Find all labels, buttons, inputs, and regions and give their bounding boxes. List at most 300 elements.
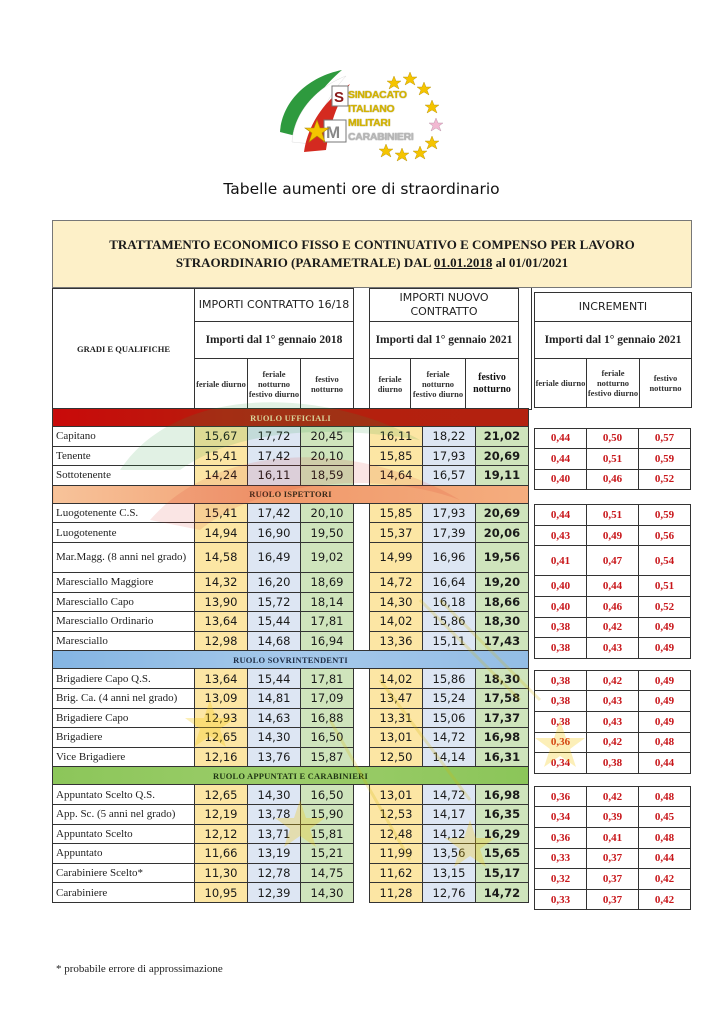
increment-row	[535, 848, 691, 869]
new-value-1: 14,99	[370, 542, 423, 572]
increment-row	[535, 786, 691, 807]
column-gap	[354, 688, 370, 708]
old-value-2: 14,68	[248, 631, 301, 651]
increment-value-2: 0,37	[587, 889, 639, 910]
new-value-1: 15,37	[370, 523, 423, 543]
new-value-1: 13,47	[370, 688, 423, 708]
old-value-3: 16,50	[301, 785, 354, 805]
column-gap	[354, 669, 370, 689]
old-value-2: 15,44	[248, 612, 301, 632]
svg-text:M: M	[326, 123, 341, 142]
new-value-2: 14,72	[423, 785, 476, 805]
old-value-3: 19,50	[301, 523, 354, 543]
old-col-feriale-notturno: feriale notturno festivo diurno	[247, 358, 301, 410]
new-value-2: 16,18	[423, 592, 476, 612]
table-row	[53, 708, 529, 728]
banner-line-2-prefix: STRAORDINARIO (PARAMETRALE) DAL	[175, 255, 434, 270]
column-gap	[354, 503, 370, 523]
increment-row	[535, 670, 691, 691]
new-value-1: 12,53	[370, 804, 423, 824]
old-value-1: 13,64	[195, 669, 248, 689]
old-value-2: 17,42	[248, 503, 301, 523]
increment-value-3: 0,52	[639, 469, 691, 490]
overtime-rates-table	[52, 408, 529, 903]
increment-row	[535, 469, 691, 490]
increment-value-1: 0,36	[535, 786, 587, 807]
old-value-3: 15,21	[301, 844, 354, 864]
increment-value-2: 0,49	[587, 525, 639, 546]
new-value-3: 18,30	[476, 669, 529, 689]
old-col-festivo-notturno: festivo notturno	[300, 358, 354, 410]
increment-value-1: 0,34	[535, 807, 587, 828]
new-value-3: 14,72	[476, 883, 529, 903]
increment-value-3: 0,49	[639, 638, 691, 659]
increment-value-3: 0,42	[639, 889, 691, 910]
increment-value-3: 0,49	[639, 712, 691, 733]
new-value-3: 16,29	[476, 824, 529, 844]
new-value-3: 18,66	[476, 592, 529, 612]
increment-value-1: 0,33	[535, 848, 587, 869]
new-value-2: 17,93	[423, 446, 476, 466]
increment-row	[535, 525, 691, 546]
increment-value-1: 0,43	[535, 525, 587, 546]
increment-value-2: 0,41	[587, 828, 639, 849]
new-contract-title: IMPORTI NUOVO CONTRATTO	[369, 288, 519, 322]
increment-value-1: 0,38	[535, 712, 587, 733]
new-value-3: 19,56	[476, 542, 529, 572]
old-col-feriale-diurno: feriale diurno	[194, 358, 248, 410]
old-value-3: 15,90	[301, 804, 354, 824]
old-value-2: 13,78	[248, 804, 301, 824]
table-row	[53, 785, 529, 805]
section-header-row	[53, 767, 529, 785]
footnote: * probabile errore di approssimazione	[56, 963, 223, 975]
table-row	[53, 592, 529, 612]
table-row	[53, 804, 529, 824]
table-row	[53, 631, 529, 651]
new-value-1: 11,28	[370, 883, 423, 903]
section-header-row	[53, 651, 529, 669]
grade-name: Capitano	[53, 427, 195, 447]
new-value-1: 14,72	[370, 572, 423, 592]
new-value-2: 16,57	[423, 466, 476, 486]
grade-name: Brigadiere Capo Q.S.	[53, 669, 195, 689]
old-value-2: 14,63	[248, 708, 301, 728]
svg-text:S: S	[334, 89, 345, 106]
old-value-3: 14,30	[301, 883, 354, 903]
banner-line-1: TRATTAMENTO ECONOMICO FISSO E CONTINUATIVO E COMPENSO PER LAVORO	[109, 237, 635, 252]
table-row	[53, 844, 529, 864]
old-value-2: 14,30	[248, 728, 301, 748]
increment-row	[535, 546, 691, 576]
new-value-2: 15,86	[423, 612, 476, 632]
increment-row	[535, 807, 691, 828]
grade-name: Luogotenente	[53, 523, 195, 543]
logo-line-2: ITALIANO	[348, 103, 395, 115]
old-value-3: 18,69	[301, 572, 354, 592]
increment-value-2: 0,43	[587, 638, 639, 659]
new-value-1: 13,01	[370, 728, 423, 748]
new-value-2: 16,96	[423, 542, 476, 572]
banner-date-underlined: 01.01.2018	[433, 255, 493, 270]
grade-name: Vice Brigadiere	[53, 747, 195, 767]
new-value-1: 14,02	[370, 612, 423, 632]
old-contract-subtitle: Importi dal 1° gennaio 2018	[194, 321, 354, 359]
old-value-3: 17,81	[301, 612, 354, 632]
old-value-3: 17,09	[301, 688, 354, 708]
increment-value-1: 0,34	[535, 753, 587, 774]
increment-value-1: 0,44	[535, 449, 587, 470]
increment-value-1: 0,38	[535, 691, 587, 712]
column-gap	[354, 844, 370, 864]
old-value-1: 11,66	[195, 844, 248, 864]
incr-col-festivo-notturno: festivo notturno	[639, 358, 692, 408]
old-value-3: 20,10	[301, 503, 354, 523]
column-gap	[354, 523, 370, 543]
page-title: Tabelle aumenti ore di straordinario	[223, 180, 500, 198]
new-value-2: 14,12	[423, 824, 476, 844]
increment-row	[535, 449, 691, 470]
incr-col-feriale-diurno: feriale diurno	[534, 358, 587, 408]
new-col-festivo-notturno: festivo notturno	[465, 358, 519, 410]
new-value-3: 19,11	[476, 466, 529, 486]
new-value-2: 17,93	[423, 503, 476, 523]
new-value-1: 13,31	[370, 708, 423, 728]
increment-value-3: 0,49	[639, 670, 691, 691]
increment-value-3: 0,51	[639, 576, 691, 597]
increment-row	[535, 712, 691, 733]
grade-name: Brigadiere Capo	[53, 708, 195, 728]
column-gap	[354, 427, 370, 447]
new-value-3: 16,98	[476, 785, 529, 805]
increment-value-1: 0,40	[535, 597, 587, 618]
old-value-2: 17,72	[248, 427, 301, 447]
increment-value-1: 0,36	[535, 732, 587, 753]
new-value-2: 15,11	[423, 631, 476, 651]
increment-row	[535, 753, 691, 774]
increment-value-1: 0,44	[535, 428, 587, 449]
new-value-1: 11,62	[370, 863, 423, 883]
old-value-3: 18,14	[301, 592, 354, 612]
logo-wordmark	[348, 88, 414, 144]
new-value-1: 16,11	[370, 427, 423, 447]
old-value-1: 12,16	[195, 747, 248, 767]
table-row	[53, 883, 529, 903]
column-gap	[354, 592, 370, 612]
increment-value-3: 0,44	[639, 848, 691, 869]
old-value-3: 20,10	[301, 446, 354, 466]
new-value-1: 15,85	[370, 446, 423, 466]
column-gap	[354, 785, 370, 805]
increment-value-1: 0,41	[535, 546, 587, 576]
new-value-3: 20,69	[476, 503, 529, 523]
union-logo	[262, 62, 452, 162]
new-value-2: 13,56	[423, 844, 476, 864]
increment-row	[535, 889, 691, 910]
increment-value-3: 0,42	[639, 869, 691, 890]
increment-value-2: 0,37	[587, 869, 639, 890]
increment-value-3: 0,49	[639, 691, 691, 712]
increment-value-1: 0,33	[535, 889, 587, 910]
increment-value-1: 0,40	[535, 469, 587, 490]
old-value-2: 12,78	[248, 863, 301, 883]
old-value-2: 16,49	[248, 542, 301, 572]
new-value-3: 21,02	[476, 427, 529, 447]
old-value-1: 12,93	[195, 708, 248, 728]
new-col-feriale-notturno: feriale notturno festivo diurno	[410, 358, 466, 410]
increment-row	[535, 638, 691, 659]
new-value-2: 17,39	[423, 523, 476, 543]
grade-name: Brigadiere	[53, 728, 195, 748]
table-row	[53, 427, 529, 447]
old-value-3: 15,87	[301, 747, 354, 767]
new-value-3: 17,37	[476, 708, 529, 728]
old-value-3: 15,81	[301, 824, 354, 844]
old-value-3: 20,45	[301, 427, 354, 447]
old-value-2: 13,76	[248, 747, 301, 767]
increment-value-2: 0,43	[587, 691, 639, 712]
increment-value-3: 0,59	[639, 449, 691, 470]
increment-value-2: 0,47	[587, 546, 639, 576]
increment-value-2: 0,46	[587, 597, 639, 618]
grade-name: Mar.Magg. (8 anni nel grado)	[53, 542, 195, 572]
table-row	[53, 446, 529, 466]
increment-value-3: 0,49	[639, 617, 691, 638]
new-col-feriale-diurno: feriale diurno	[369, 358, 411, 410]
table-row	[53, 466, 529, 486]
increment-value-2: 0,43	[587, 712, 639, 733]
old-value-2: 15,44	[248, 669, 301, 689]
new-value-3: 15,17	[476, 863, 529, 883]
increment-value-3: 0,54	[639, 546, 691, 576]
old-value-1: 11,30	[195, 863, 248, 883]
new-value-2: 18,22	[423, 427, 476, 447]
new-value-1: 15,85	[370, 503, 423, 523]
table-row	[53, 503, 529, 523]
grade-name: Brig. Ca. (4 anni nel grado)	[53, 688, 195, 708]
new-value-1: 14,30	[370, 592, 423, 612]
old-value-2: 17,42	[248, 446, 301, 466]
old-value-2: 16,20	[248, 572, 301, 592]
old-value-3: 16,88	[301, 708, 354, 728]
column-gap	[354, 708, 370, 728]
grade-name: Sottotenente	[53, 466, 195, 486]
old-value-1: 13,64	[195, 612, 248, 632]
old-value-3: 18,59	[301, 466, 354, 486]
new-value-3: 17,43	[476, 631, 529, 651]
grade-name: Appuntato Scelto Q.S.	[53, 785, 195, 805]
increment-value-3: 0,56	[639, 525, 691, 546]
column-gap	[354, 466, 370, 486]
new-value-1: 14,64	[370, 466, 423, 486]
increment-row	[535, 869, 691, 890]
column-gap	[354, 542, 370, 572]
old-value-1: 15,41	[195, 446, 248, 466]
table-row	[53, 669, 529, 689]
section-title: RUOLO UFFICIALI	[53, 409, 529, 427]
grade-name: Maresciallo Capo	[53, 592, 195, 612]
old-value-2: 16,11	[248, 466, 301, 486]
table-row	[53, 688, 529, 708]
increment-value-1: 0,36	[535, 828, 587, 849]
old-value-1: 14,58	[195, 542, 248, 572]
increment-row	[535, 828, 691, 849]
grade-name: Maresciallo Ordinario	[53, 612, 195, 632]
increment-value-1: 0,32	[535, 869, 587, 890]
increments-table	[534, 428, 691, 491]
new-value-1: 13,01	[370, 785, 423, 805]
increments-title: INCREMENTI	[534, 292, 692, 322]
old-value-2: 12,39	[248, 883, 301, 903]
increment-value-1: 0,38	[535, 617, 587, 638]
increment-row	[535, 597, 691, 618]
old-value-2: 13,19	[248, 844, 301, 864]
increment-value-2: 0,44	[587, 576, 639, 597]
increment-value-1: 0,38	[535, 638, 587, 659]
new-value-2: 15,24	[423, 688, 476, 708]
column-gap	[354, 747, 370, 767]
logo-line-3: MILITARI	[348, 117, 391, 129]
increment-value-3: 0,44	[639, 753, 691, 774]
section-title: RUOLO ISPETTORI	[53, 485, 529, 503]
old-value-2: 15,72	[248, 592, 301, 612]
old-value-1: 12,65	[195, 785, 248, 805]
new-value-1: 12,50	[370, 747, 423, 767]
column-gap	[354, 446, 370, 466]
increment-row	[535, 732, 691, 753]
increment-value-3: 0,48	[639, 732, 691, 753]
new-value-2: 12,76	[423, 883, 476, 903]
new-value-3: 15,65	[476, 844, 529, 864]
table-row	[53, 523, 529, 543]
table-row	[53, 542, 529, 572]
new-value-2: 14,14	[423, 747, 476, 767]
increments-table	[534, 786, 691, 911]
increment-value-2: 0,42	[587, 617, 639, 638]
new-value-3: 16,35	[476, 804, 529, 824]
new-value-1: 11,99	[370, 844, 423, 864]
table-row	[53, 863, 529, 883]
banner-line-2-suffix: al 01/01/2021	[492, 255, 569, 270]
section-header-row	[53, 485, 529, 503]
column-gap	[354, 863, 370, 883]
increment-row	[535, 505, 691, 526]
increment-value-2: 0,38	[587, 753, 639, 774]
new-value-3: 20,06	[476, 523, 529, 543]
section-title: RUOLO APPUNTATI E CARABINIERI	[53, 767, 529, 785]
increment-value-3: 0,52	[639, 597, 691, 618]
table-row	[53, 728, 529, 748]
new-value-3: 16,31	[476, 747, 529, 767]
header-gap-1	[353, 288, 370, 410]
new-value-3: 19,20	[476, 572, 529, 592]
section-title: RUOLO SOVRINTENDENTI	[53, 651, 529, 669]
increment-value-2: 0,51	[587, 449, 639, 470]
old-value-1: 15,67	[195, 427, 248, 447]
table-row	[53, 612, 529, 632]
increment-row	[535, 617, 691, 638]
table-row	[53, 824, 529, 844]
column-gap	[354, 572, 370, 592]
old-contract-title: IMPORTI CONTRATTO 16/18	[194, 288, 354, 322]
header-gap-2	[518, 288, 532, 410]
old-value-1: 14,94	[195, 523, 248, 543]
increment-row	[535, 576, 691, 597]
table-row	[53, 747, 529, 767]
grade-name: Appuntato	[53, 844, 195, 864]
old-value-3: 17,81	[301, 669, 354, 689]
new-value-3: 18,30	[476, 612, 529, 632]
logo-line-4: CARABINIERI	[348, 131, 414, 143]
grade-name: App. Sc. (5 anni nel grado)	[53, 804, 195, 824]
table-row	[53, 572, 529, 592]
column-gap	[354, 804, 370, 824]
old-value-1: 14,24	[195, 466, 248, 486]
increment-value-3: 0,59	[639, 505, 691, 526]
old-value-1: 12,98	[195, 631, 248, 651]
new-value-1: 14,02	[370, 669, 423, 689]
increments-table	[534, 670, 691, 774]
new-value-1: 12,48	[370, 824, 423, 844]
grade-name: Carabiniere	[53, 883, 195, 903]
logo-pink-star-icon	[429, 118, 443, 131]
old-value-1: 13,90	[195, 592, 248, 612]
old-value-1: 10,95	[195, 883, 248, 903]
increment-value-2: 0,46	[587, 469, 639, 490]
new-value-2: 15,86	[423, 669, 476, 689]
old-value-2: 14,81	[248, 688, 301, 708]
banner-line-2	[109, 254, 635, 272]
old-value-1: 15,41	[195, 503, 248, 523]
old-value-3: 16,50	[301, 728, 354, 748]
increments-subtitle: Importi dal 1° gennaio 2021	[534, 321, 692, 359]
old-value-1: 12,65	[195, 728, 248, 748]
increments-table	[534, 504, 691, 659]
increment-value-2: 0,51	[587, 505, 639, 526]
new-value-3: 17,58	[476, 688, 529, 708]
increment-value-2: 0,39	[587, 807, 639, 828]
old-value-2: 14,30	[248, 785, 301, 805]
grade-name: Appuntato Scelto	[53, 824, 195, 844]
column-gap	[354, 612, 370, 632]
increment-value-2: 0,42	[587, 786, 639, 807]
increment-value-1: 0,38	[535, 670, 587, 691]
increment-value-3: 0,57	[639, 428, 691, 449]
new-contract-subtitle: Importi dal 1° gennaio 2021	[369, 321, 519, 359]
grade-name: Maresciallo	[53, 631, 195, 651]
old-value-1: 12,12	[195, 824, 248, 844]
grade-name: Maresciallo Maggiore	[53, 572, 195, 592]
increment-value-2: 0,42	[587, 732, 639, 753]
new-value-2: 15,06	[423, 708, 476, 728]
new-value-2: 13,15	[423, 863, 476, 883]
column-gap	[354, 824, 370, 844]
new-value-2: 16,64	[423, 572, 476, 592]
increment-value-1: 0,40	[535, 576, 587, 597]
section-header-row	[53, 409, 529, 427]
old-value-1: 12,19	[195, 804, 248, 824]
old-value-2: 16,90	[248, 523, 301, 543]
column-gap	[354, 728, 370, 748]
increment-value-3: 0,48	[639, 786, 691, 807]
grades-header	[52, 288, 194, 410]
table-banner	[52, 220, 692, 288]
old-value-3: 19,02	[301, 542, 354, 572]
new-value-2: 14,17	[423, 804, 476, 824]
increment-value-2: 0,42	[587, 670, 639, 691]
old-value-2: 13,71	[248, 824, 301, 844]
new-value-1: 13,36	[370, 631, 423, 651]
